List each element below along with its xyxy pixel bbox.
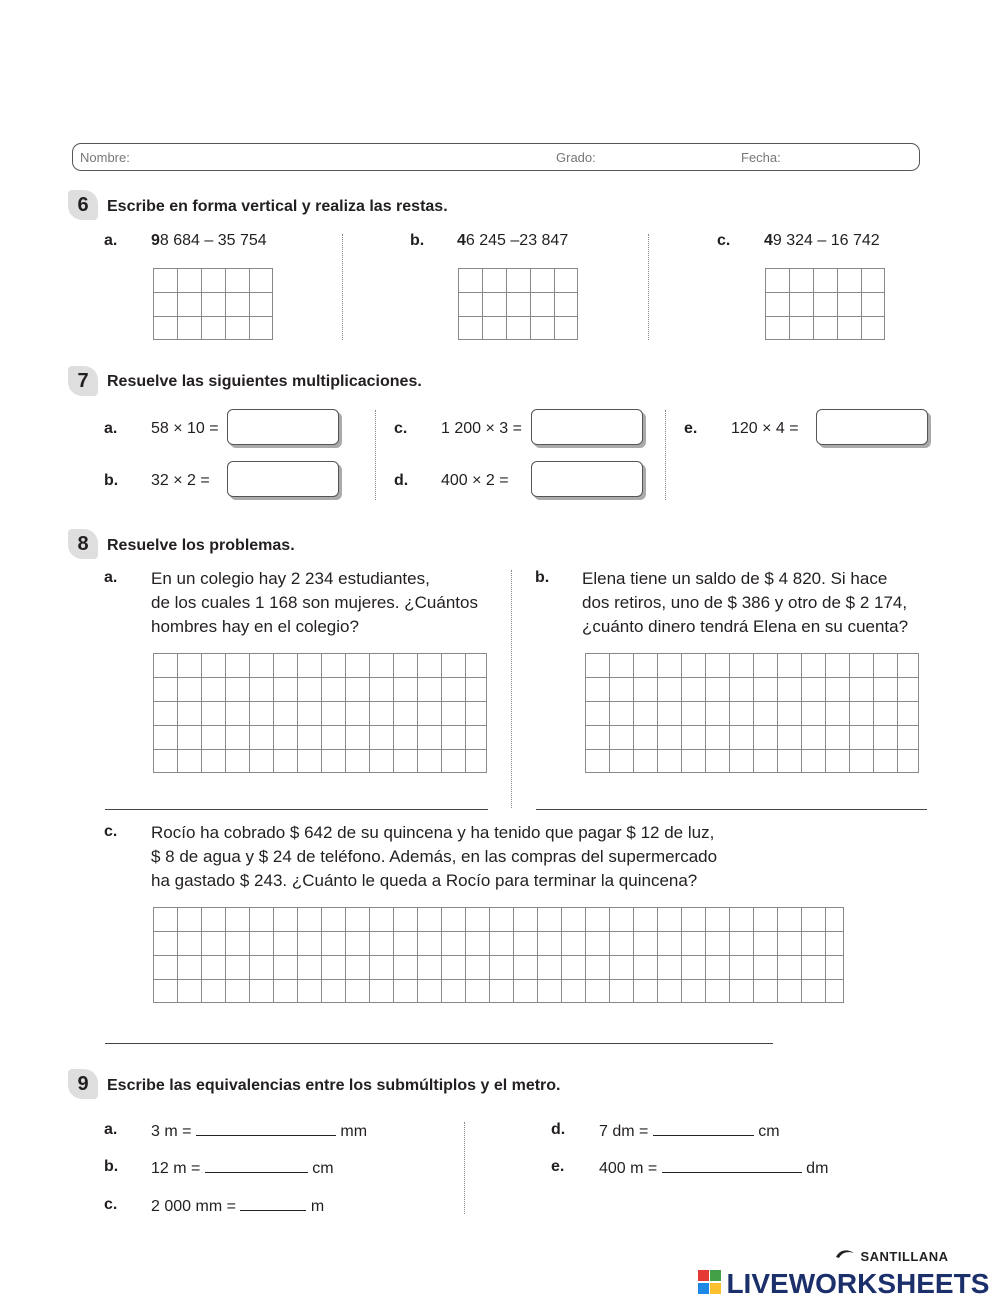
s9-e-equivalence: 400 m = dm — [599, 1160, 829, 1177]
s7-b-expression: 32 × 2 = — [151, 472, 210, 489]
s9-a-blank[interactable] — [196, 1121, 336, 1136]
liveworksheets-logo: LIVEWORKSHEETS — [698, 1268, 989, 1300]
grado-label: Grado: — [556, 150, 596, 165]
s9-e-label: e. — [551, 1158, 565, 1175]
s8-c-label: c. — [104, 823, 118, 840]
s9-b-label: b. — [104, 1158, 119, 1175]
s6-a-label: a. — [104, 232, 118, 249]
s7-d-label: d. — [394, 472, 409, 489]
divider — [342, 234, 343, 340]
s9-d-blank[interactable] — [653, 1121, 754, 1136]
s7-c-expression: 1 200 × 3 = — [441, 420, 522, 437]
s9-c-equivalence: 2 000 mm = m — [151, 1198, 325, 1215]
student-info-bar — [72, 143, 920, 171]
section-9-number: 9 — [68, 1069, 98, 1099]
divider — [648, 234, 649, 340]
section-8-title: Resuelve los problemas. — [107, 537, 295, 554]
s7-b-label: b. — [104, 472, 119, 489]
s6-c-expression: 49 324 – 16 742 — [764, 232, 880, 249]
s9-b-blank[interactable] — [205, 1158, 308, 1173]
s9-c-blank[interactable] — [240, 1196, 306, 1211]
s7-b-answer-box[interactable] — [227, 461, 339, 497]
section-8-number: 8 — [68, 529, 98, 559]
santillana-logo: SANTILLANA — [834, 1247, 949, 1266]
s7-d-answer-box[interactable] — [531, 461, 643, 497]
s7-a-label: a. — [104, 420, 118, 437]
s8-c-problem: Rocío ha cobrado $ 642 de su quincena y ha tenido que pagar $ 12 de luz, $ 8 de agua y $ 24 de teléfono. Además, en las compras del supermercado ha gastado $ 243. ¿Cuánto le queda a Rocío para terminar la quincena? — [151, 823, 718, 890]
s8-a-label: a. — [104, 569, 118, 586]
s7-e-expression: 120 × 4 = — [731, 420, 799, 437]
s7-c-answer-box[interactable] — [531, 409, 643, 445]
s9-a-label: a. — [104, 1121, 118, 1138]
section-6-title: Escribe en forma vertical y realiza las restas. — [107, 198, 448, 215]
s8-a-answer-line[interactable] — [105, 809, 488, 810]
s7-a-answer-box[interactable] — [227, 409, 339, 445]
divider — [464, 1122, 465, 1214]
section-7-title: Resuelve las siguientes multiplicaciones. — [107, 373, 422, 390]
fecha-label: Fecha: — [741, 150, 781, 165]
s7-d-expression: 400 × 2 = — [441, 472, 509, 489]
s6-a-grid[interactable] — [153, 268, 273, 340]
liveworksheets-badge-icon — [698, 1268, 722, 1296]
s8-c-grid[interactable] — [153, 907, 844, 1003]
s6-a-expression: 98 684 – 35 754 — [151, 232, 267, 249]
section-9-title: Escribe las equivalencias entre los submúltiplos y el metro. — [107, 1077, 561, 1094]
santillana-swirl-icon — [834, 1247, 856, 1261]
section-6-number: 6 — [68, 190, 98, 220]
s9-e-blank[interactable] — [662, 1158, 802, 1173]
s8-b-grid[interactable] — [585, 653, 919, 773]
s8-b-problem: Elena tiene un saldo de $ 4 820. Si hace dos retiros, uno de $ 386 y otro de $ 2 174, ¿cuánto dinero tendrá Elena en su cuenta? — [582, 569, 909, 636]
s9-a-equivalence: 3 m = mm — [151, 1123, 368, 1140]
s8-a-grid[interactable] — [153, 653, 487, 773]
s9-c-label: c. — [104, 1196, 118, 1213]
s6-b-expression: 46 245 –23 847 — [457, 232, 569, 249]
s7-e-label: e. — [684, 420, 698, 437]
s6-b-label: b. — [410, 232, 425, 249]
s8-b-label: b. — [535, 569, 550, 586]
s7-c-label: c. — [394, 420, 408, 437]
s8-a-problem: En un colegio hay 2 234 estudiantes, de los cuales 1 168 son mujeres. ¿Cuántos hombres hay en el colegio? — [151, 569, 478, 636]
section-7-number: 7 — [68, 366, 98, 396]
divider — [375, 410, 376, 500]
s9-d-label: d. — [551, 1121, 566, 1138]
s7-e-answer-box[interactable] — [816, 409, 928, 445]
s7-a-expression: 58 × 10 = — [151, 420, 219, 437]
s6-b-grid[interactable] — [458, 268, 578, 340]
nombre-label: Nombre: — [80, 150, 130, 165]
s9-b-equivalence: 12 m = cm — [151, 1160, 334, 1177]
s8-b-answer-line[interactable] — [536, 809, 927, 810]
s6-c-grid[interactable] — [765, 268, 885, 340]
divider — [665, 410, 666, 500]
divider — [511, 570, 512, 808]
s6-c-label: c. — [717, 232, 731, 249]
s9-d-equivalence: 7 dm = cm — [599, 1123, 780, 1140]
s8-c-answer-line[interactable] — [105, 1043, 773, 1044]
